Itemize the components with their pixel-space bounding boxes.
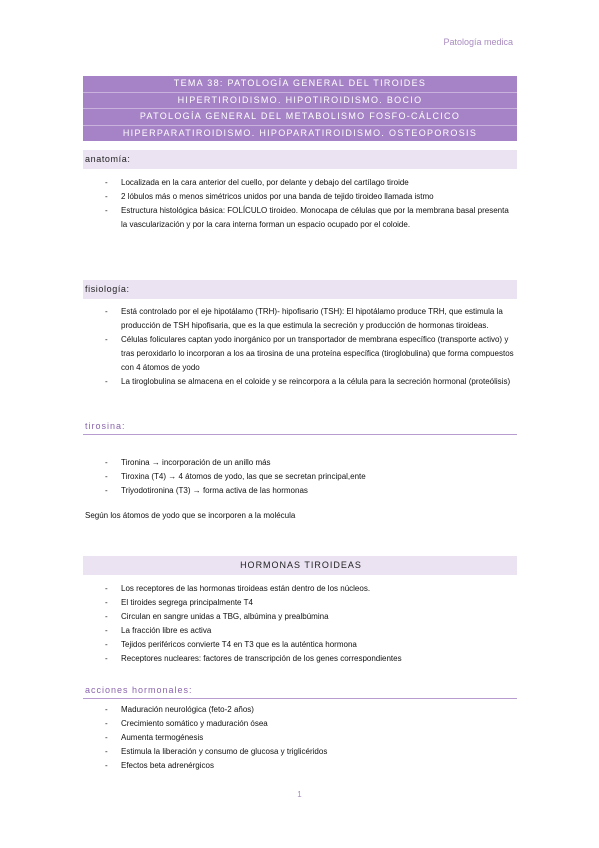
list-item: - Crecimiento somático y maduración ósea — [83, 717, 517, 731]
list-item: - Tiroxina (T4) → 4 átomos de yodo, las que se secretan principal,ente — [83, 470, 517, 484]
section-heading-tirosina — [83, 418, 517, 435]
running-header: Patología medica — [443, 37, 513, 47]
list-item: - Receptores nucleares: factores de transcripción de los genes correspondientes — [83, 652, 517, 666]
acciones-list — [83, 703, 517, 773]
list-item: - Aumenta termogénesis — [83, 731, 517, 745]
section-heading-label: anatomía: — [85, 154, 131, 164]
section-heading-hormonas — [83, 556, 517, 575]
list-item: - Localizada en la cara anterior del cuello, por delante y debajo del cartílago tiroide — [83, 176, 517, 190]
list-item: - El tiroides segrega principalmente T4 — [83, 596, 517, 610]
list-item: - Tironina → incorporación de un anillo más — [83, 456, 517, 470]
section-heading-label: HORMONAS TIROIDEAS — [240, 560, 362, 570]
list-item: - Está controlado por el eje hipotálamo (TRH)- hipofisario (TSH): El hipotálamo produce TRH, que estimula la producción de TSH hipofisaria, que es la que estimula la secreción y producción de hormonas tiroideas. — [83, 305, 517, 333]
list-item: - Circulan en sangre unidas a TBG, albúmina y prealbúmina — [83, 610, 517, 624]
anatomia-list — [83, 176, 517, 232]
list-item: - Efectos beta adrenérgicos — [83, 759, 517, 773]
fisiologia-list — [83, 305, 517, 389]
page-number: 1 — [297, 790, 302, 799]
list-item: - Maduración neurológica (feto-2 años) — [83, 703, 517, 717]
tirosina-list — [83, 456, 517, 498]
tirosina-note: Según los átomos de yodo que se incorporen a la molécula — [85, 511, 296, 520]
list-item: - 2 lóbulos más o menos simétricos unidos por una banda de tejido tiroideo llamada istmo — [83, 190, 517, 204]
hormonas-list — [83, 582, 517, 666]
section-heading-fisiologia — [83, 280, 517, 299]
section-heading-anatomia — [83, 150, 517, 169]
section-heading-label: tirosina: — [85, 421, 126, 431]
title-line: PATOLOGÍA GENERAL DEL METABOLISMO FOSFO-CÁLCICO — [83, 108, 517, 125]
section-heading-label: fisiología: — [85, 284, 130, 294]
section-heading-label: acciones hormonales: — [85, 685, 193, 695]
list-item: - Estructura histológica básica: FOLÍCULO tiroideo. Monocapa de células que por la membrana basal presenta la vascularización y por la cara interna forman un espacio ocupado por el coloide. — [83, 204, 517, 232]
list-item: - Triyodotironina (T3) → forma activa de las hormonas — [83, 484, 517, 498]
section-heading-acciones — [83, 682, 517, 699]
list-item: - Tejidos periféricos convierte T4 en T3 que es la auténtica hormona — [83, 638, 517, 652]
title-line: HIPERPARATIROIDISMO. HIPOPARATIROIDISMO. OSTEOPOROSIS — [83, 125, 517, 142]
title-banner — [83, 76, 517, 141]
list-item: - La fracción libre es activa — [83, 624, 517, 638]
list-item: - La tiroglobulina se almacena en el coloide y se reincorpora a la célula para la secreción hormonal (proteólisis) — [83, 375, 517, 389]
list-item: - Estimula la liberación y consumo de glucosa y triglicéridos — [83, 745, 517, 759]
list-item: - Los receptores de las hormonas tiroideas están dentro de los núcleos. — [83, 582, 517, 596]
title-line: HIPERTIROIDISMO. HIPOTIROIDISMO. BOCIO — [83, 92, 517, 109]
title-line: TEMA 38: PATOLOGÍA GENERAL DEL TIROIDES — [173, 78, 427, 88]
list-item: - Células foliculares captan yodo inorgánico por un transportador de membrana específico (transporte activo) y tras peroxidarlo lo incorporan a los aa tirosina de una proteína específica (tiroglobulina) que forma compuestos con 4 átomos de yodo — [83, 333, 517, 375]
